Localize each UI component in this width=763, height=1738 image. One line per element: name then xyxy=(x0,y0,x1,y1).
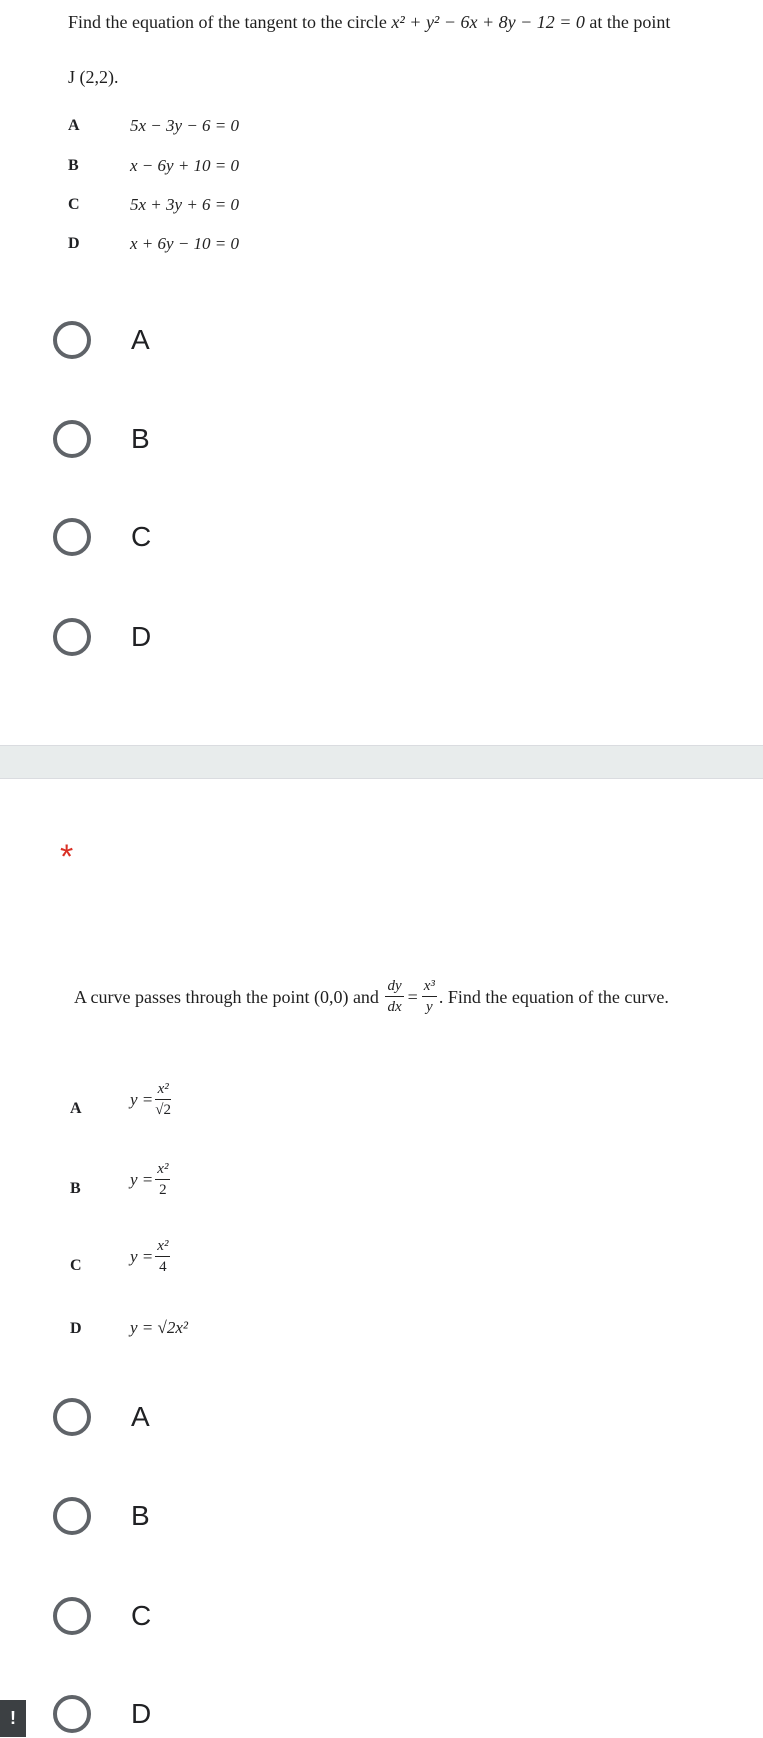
q1-choice-a-label: A xyxy=(131,324,150,355)
q1-option-letter-d: D xyxy=(68,235,80,252)
q2-option-d-expr: √2x² xyxy=(157,1318,189,1337)
derivative-lhs-num: dy xyxy=(385,979,403,997)
q2-option-letter-a: A xyxy=(70,1100,82,1117)
q2-option-letter-c: C xyxy=(70,1257,82,1274)
q2-option-equation-a xyxy=(130,1082,173,1118)
q2-choice-d[interactable] xyxy=(53,1691,151,1737)
derivative-equals: = xyxy=(407,986,418,1007)
q1-choice-c-label: C xyxy=(131,521,152,552)
q1-choice-c[interactable] xyxy=(53,514,151,560)
question-2-text-after: . Find the equation of the curve. xyxy=(438,986,669,1007)
derivative-lhs xyxy=(385,979,403,1015)
q2-choice-b-label: B xyxy=(131,1500,150,1531)
q2-option-equation-b xyxy=(130,1162,172,1198)
q2-option-c-frac xyxy=(155,1239,170,1275)
question-2-text xyxy=(74,975,669,1019)
radio-button-icon[interactable] xyxy=(53,1497,91,1535)
q1-choice-a[interactable] xyxy=(53,317,150,363)
question-2-text-before: A curve passes through the point (0,0) and xyxy=(74,986,379,1007)
derivative-rhs-den: y xyxy=(426,999,433,1015)
card-separator xyxy=(0,746,763,778)
q2-choice-c[interactable] xyxy=(53,1593,151,1639)
derivative-rhs xyxy=(422,979,437,1015)
required-asterisk: * xyxy=(60,838,74,876)
radio-button-icon[interactable] xyxy=(53,618,91,656)
question-1-text-after: at the point xyxy=(589,12,671,32)
report-issue-badge[interactable]: ! xyxy=(0,1700,26,1737)
question-card-1 xyxy=(0,0,763,746)
q2-option-a-num: x² xyxy=(155,1082,171,1100)
radio-button-icon[interactable] xyxy=(53,420,91,458)
derivative-lhs-den: dx xyxy=(387,999,402,1015)
q1-choice-b[interactable] xyxy=(53,416,150,462)
q2-option-c-num: x² xyxy=(155,1239,170,1257)
q2-option-equation-c xyxy=(130,1239,172,1275)
q2-choice-d-label: D xyxy=(131,1698,152,1729)
q2-option-a-den: √2 xyxy=(155,1102,172,1118)
q1-option-letter-a: A xyxy=(68,117,80,134)
q2-option-c-den: 4 xyxy=(159,1259,167,1275)
q2-option-c-lhs: y = xyxy=(130,1247,154,1266)
q1-choice-d-label: D xyxy=(131,621,152,652)
q1-option-equation-c: 5x + 3y + 6 = 0 xyxy=(130,195,240,214)
q1-choice-d[interactable] xyxy=(53,614,151,660)
q2-option-b-num: x² xyxy=(155,1162,170,1180)
derivative-rhs-num: x³ xyxy=(422,979,437,997)
question-1-point: J (2,2). xyxy=(68,67,119,87)
q1-option-equation-b: x − 6y + 10 = 0 xyxy=(130,156,240,175)
q2-option-d-lhs: y = xyxy=(130,1318,154,1337)
radio-button-icon[interactable] xyxy=(53,321,91,359)
q2-option-equation-d xyxy=(130,1318,188,1338)
q2-choice-b[interactable] xyxy=(53,1493,150,1539)
question-1-text-before: Find the equation of the tangent to the circle xyxy=(68,12,387,32)
q2-option-b-lhs: y = xyxy=(130,1170,154,1189)
q2-option-a-frac xyxy=(155,1082,171,1118)
q2-option-letter-b: B xyxy=(70,1180,81,1197)
q1-option-equation-d: x + 6y − 10 = 0 xyxy=(130,234,240,253)
q1-choice-b-label: B xyxy=(131,423,150,454)
q1-option-letter-c: C xyxy=(68,196,80,213)
q2-option-a-lhs: y = xyxy=(130,1090,154,1109)
q2-choice-a[interactable] xyxy=(53,1394,150,1440)
radio-button-icon[interactable] xyxy=(53,1695,91,1733)
q2-option-b-frac xyxy=(155,1162,170,1198)
q2-choice-a-label: A xyxy=(131,1401,150,1432)
question-1-text xyxy=(68,12,670,33)
radio-button-icon[interactable] xyxy=(53,1597,91,1635)
radio-button-icon[interactable] xyxy=(53,1398,91,1436)
question-1-equation: x² + y² − 6x + 8y − 12 = 0 xyxy=(391,12,585,32)
q1-option-equation-a: 5x − 3y − 6 = 0 xyxy=(130,116,240,135)
q2-option-letter-d: D xyxy=(70,1320,82,1337)
q2-choice-c-label: C xyxy=(131,1600,152,1631)
q2-option-b-den: 2 xyxy=(159,1182,167,1198)
radio-button-icon[interactable] xyxy=(53,518,91,556)
q1-option-letter-b: B xyxy=(68,157,79,174)
